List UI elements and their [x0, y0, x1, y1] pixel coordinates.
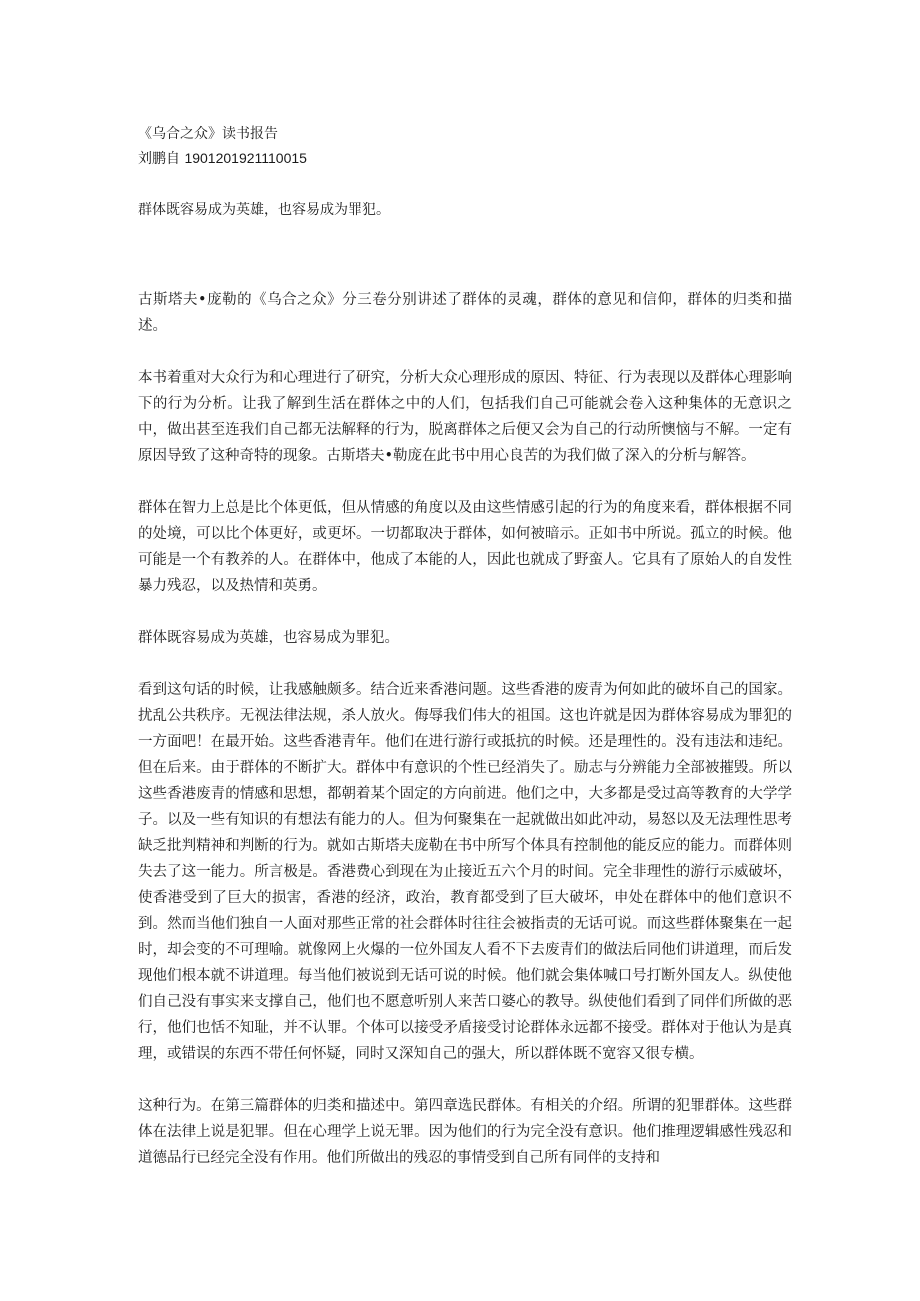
opening-quote: 群体既容易成为英雄，也容易成为罪犯。 — [138, 202, 390, 218]
author-line — [138, 146, 307, 171]
document-body — [138, 287, 792, 1197]
paragraph-focus: 本书着重对大众行为和心理进行了研究，分析大众心理形成的原因、特征、行为表现以及群体心理影响下的行为分析。让我了解到生活在群体之中的人们，包括我们自己可能就会卷入这种集体的无意识之中，做出甚至连我们自己都无法解释的行为，脱离群体之后便又会为自己的行动所懊恼与不解。一定有原因导致了这种奇特的现象。古斯塔夫•勒庞在此书中用心良苦的为我们做了深入的分析与解答。 — [138, 370, 792, 464]
paragraph-intro: 古斯塔夫•庞勒的《乌合之众》分三卷分别讲述了群体的灵魂，群体的意见和信仰，群体的归类和描述。 — [138, 292, 792, 334]
paragraph-hongkong: 看到这句话的时候，让我感触颇多。结合近来香港问题。这些香港的废青为何如此的破坏自己的国家。扰乱公共秩序。无视法律法规，杀人放火。侮辱我们伟大的祖国。这也许就是因为群体容易成为罪犯的一方面吧！在最开始。这些香港青年。他们在进行游行或抵抗的时候。还是理性的。没有违法和违纪。但在后来。由于群体的不断扩大。群体中有意识的个性已经消失了。励志与分辨能力全部被摧毁。所以这些香港废青的情感和思想，都朝着某个固定的方向前进。他们之中，大多都是受过高等教育的大学学子。以及一些有知识的有想法有能力的人。但为何聚集在一起就做出如此冲动，易怒以及无法理性思考缺乏批判精神和判断的行为。就如古斯塔夫庞勒在书中所写个体具有控制他的能反应的能力。而群体则失去了这一能力。所言极是。香港费心到现在为止接近五六个月的时间。完全非理性的游行示威破坏，使香港受到了巨大的损害，香港的经济，政治，教育都受到了巨大破坏，申处在群体中的他们意识不到。然而当他们独自一人面对那些正常的社会群体时往往会被指责的无话可说。而这些群体聚集在一起时，却会变的不可理喻。就像网上火爆的一位外国友人看不下去废青们的做法后同他们讲道理，而后发现他们根本就不讲道理。每当他们被说到无话可说的时候。他们就会集体喊口号打断外国友人。纵使他们自己没有事实来支撑自己，他们也不愿意听别人来苦口婆心的教导。纵使他们看到了同伴们所做的恶行，他们也恬不知耻，并不认罪。个体可以接受矛盾接受讨论群体永远都不接受。群体对于他认为是真理，或错误的东西不带任何怀疑，同时又深知自己的强大，所以群体既不宽容又很专横。 — [138, 682, 792, 1062]
author-student-id: 1901201921110015 — [184, 150, 307, 166]
document-title: 《乌合之众》读书报告 — [138, 126, 278, 142]
paragraph-intelligence: 群体在智力上总是比个体更低，但从情感的角度以及由这些情感引起的行为的角度来看，群体根据不同的处境，可以比个体更好，或更坏。一切都取决于群体，如何被暗示。正如书中所说。孤立的时候。他可能是一个有教养的人。在群体中，他成了本能的人，因此也就成了野蛮人。它具有了原始人的自发性暴力残忍，以及热情和英勇。 — [138, 500, 792, 594]
paragraph-quote: 群体既容易成为英雄，也容易成为罪犯。 — [138, 630, 399, 646]
paragraph-criminal-groups: 这种行为。在第三篇群体的归类和描述中。第四章选民群体。有相关的介绍。所谓的犯罪群体。这些群体在法律上说是犯罪。但在心理学上说无罪。因为他们的行为完全没有意识。他们推理逻辑感性残忍和道德品行已经完全没有作用。他们所做出的残忍的事情受到自己所有同伴的支持和 — [138, 1098, 792, 1166]
author-name: 刘鹏自 — [138, 151, 180, 167]
